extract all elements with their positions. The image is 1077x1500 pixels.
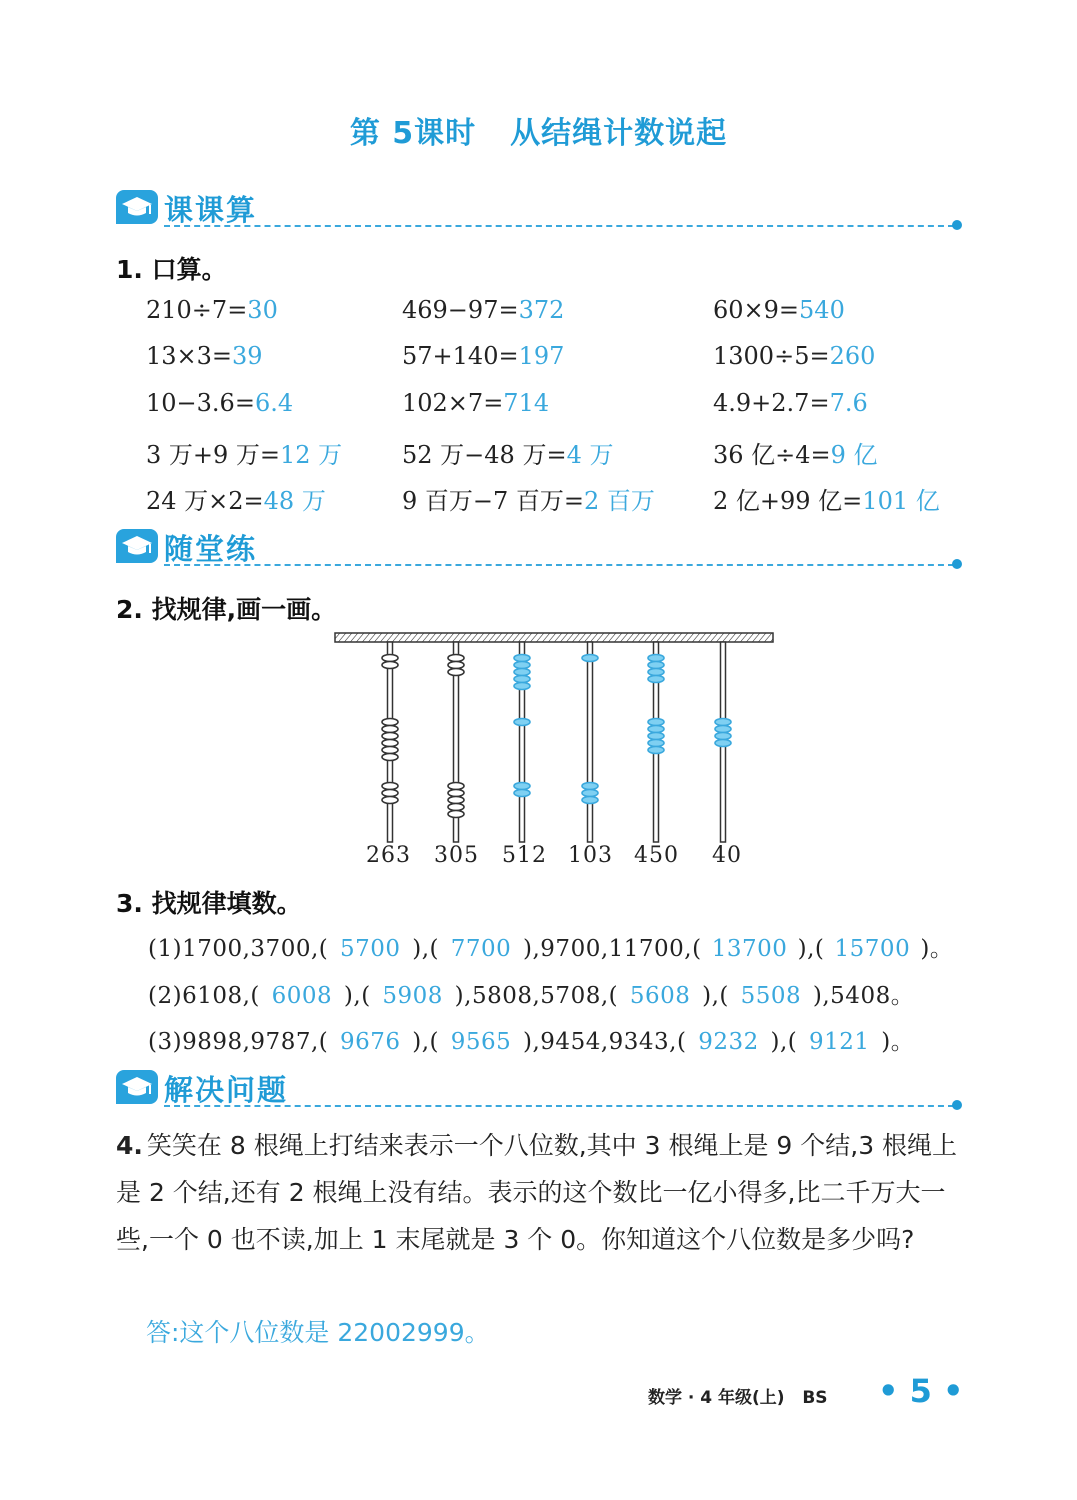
calc-question: 13×3= — [146, 342, 233, 370]
calc-item — [713, 342, 875, 370]
rope-label: 40 — [712, 843, 742, 868]
calc-question: 3 万+9 万= — [146, 441, 281, 469]
q3-row-2 — [148, 977, 914, 1010]
section-title: 课课算 — [164, 193, 258, 227]
rope-label: 103 — [568, 843, 613, 868]
calc-question: 102×7= — [402, 389, 504, 417]
knot — [648, 662, 664, 669]
calc-question: 4.9+2.7= — [713, 389, 830, 417]
knot — [582, 797, 598, 804]
q2-title: 2. 找规律,画一画。 — [116, 595, 337, 624]
dashed-divider — [164, 1105, 954, 1107]
calc-item — [713, 435, 878, 470]
answer: 7700 — [450, 936, 512, 962]
calc-question: 9 百万−7 百万= — [402, 487, 585, 515]
calc-answer: 7.6 — [829, 389, 868, 417]
knot — [448, 811, 464, 818]
q4-problem — [116, 1122, 966, 1263]
dashed-divider — [164, 564, 954, 566]
calc-item — [146, 435, 342, 470]
answer: 15700 — [834, 936, 911, 962]
answer: 5508 — [740, 983, 802, 1009]
calc-answer: 4 万 — [566, 441, 614, 469]
answer: 9121 — [808, 1029, 870, 1055]
text: ),9454,9343,( — [523, 1029, 687, 1055]
knot — [514, 662, 530, 669]
knot — [582, 655, 598, 662]
text: ),( — [343, 983, 371, 1009]
calc-answer: 12 万 — [280, 441, 343, 469]
text: ),5408。 — [812, 983, 915, 1009]
answer: 5700 — [339, 936, 401, 962]
knot — [514, 719, 530, 726]
text: )。 — [920, 936, 954, 962]
calc-item — [402, 342, 564, 370]
knot — [382, 719, 398, 726]
calc-question: 57+140= — [402, 342, 519, 370]
text: (1)1700,3700,( — [148, 936, 329, 962]
calc-answer: 39 — [232, 342, 263, 370]
knot — [715, 733, 731, 740]
knot — [648, 655, 664, 662]
knot — [514, 676, 530, 683]
knot — [582, 783, 598, 790]
knot — [514, 669, 530, 676]
calc-answer: 30 — [247, 296, 278, 324]
calc-answer: 101 亿 — [862, 487, 940, 515]
knot — [382, 733, 398, 740]
calc-item — [713, 481, 940, 516]
page-number: • 5 • — [878, 1372, 964, 1410]
knot — [382, 754, 398, 761]
calc-answer: 2 百万 — [584, 487, 655, 515]
text: ),( — [702, 983, 729, 1009]
calc-answer: 540 — [799, 296, 845, 324]
calc-answer: 6.4 — [254, 389, 294, 417]
calc-question: 469−97= — [402, 296, 519, 324]
q3-row-1 — [148, 930, 953, 963]
knot — [448, 669, 464, 676]
knot — [448, 797, 464, 804]
knot — [648, 669, 664, 676]
knot — [382, 726, 398, 733]
knot — [514, 783, 530, 790]
answer: 13700 — [711, 936, 788, 962]
divider-dot — [952, 220, 962, 230]
rope-label: 450 — [634, 843, 679, 868]
calc-answer: 48 万 — [263, 487, 326, 515]
text: ),( — [770, 1029, 798, 1055]
text: ),( — [412, 1029, 440, 1055]
calc-item — [713, 296, 845, 324]
calc-item — [402, 389, 549, 417]
knot — [448, 783, 464, 790]
graduation-cap-icon — [116, 1070, 158, 1104]
text: ),( — [797, 936, 825, 962]
calc-item — [146, 342, 263, 370]
rope-labels — [362, 843, 762, 873]
knot — [382, 747, 398, 754]
knot — [514, 683, 530, 690]
answer: 9232 — [698, 1029, 759, 1055]
knot — [382, 655, 398, 662]
graduation-cap-icon — [116, 190, 158, 224]
calc-answer: 372 — [518, 296, 565, 324]
knot — [648, 676, 664, 683]
answer: 9676 — [339, 1029, 401, 1055]
section-title: 随堂练 — [164, 532, 258, 566]
calc-item — [713, 389, 868, 417]
text: ),9700,11700,( — [523, 936, 702, 962]
knot — [648, 726, 664, 733]
text: ),( — [412, 936, 440, 962]
calc-item — [146, 481, 326, 516]
rope-label: 305 — [434, 843, 479, 868]
answer: 5908 — [382, 983, 443, 1009]
knot — [715, 740, 731, 747]
knot — [448, 790, 464, 797]
lesson-number: 第 5课时 — [349, 116, 477, 151]
rope-label: 512 — [502, 843, 547, 868]
calc-question: 24 万×2= — [146, 487, 264, 515]
calc-answer: 9 亿 — [830, 441, 878, 469]
knot — [514, 655, 530, 662]
knot — [648, 740, 664, 747]
q3-title: 3. 找规律填数。 — [116, 889, 302, 918]
knot — [382, 790, 398, 797]
rope — [588, 642, 593, 842]
knot — [648, 733, 664, 740]
q4-text: 笑笑在 8 根绳上打结来表示一个八位数,其中 3 根绳上是 9 个结,3 根绳上是 2 个结,还有 2 根绳上没有结。表示的这个数比一亿小得多,比二千万大一些,一个 0 也不读,加上 1 末尾就是 3 个 0。你知道这个八位数是多少吗? — [116, 1131, 958, 1254]
rope-label: 263 — [366, 843, 411, 868]
calc-item — [146, 296, 278, 324]
knot — [448, 662, 464, 669]
calc-question: 52 万−48 万= — [402, 441, 567, 469]
knot — [582, 790, 598, 797]
knot — [648, 747, 664, 754]
divider-dot — [952, 1100, 962, 1110]
text: (3)9898,9787,( — [148, 1029, 329, 1055]
text: )。 — [881, 1029, 915, 1055]
calc-answer: 260 — [829, 342, 876, 370]
calc-question: 10−3.6= — [146, 389, 255, 417]
knot — [448, 804, 464, 811]
lesson-name: 从结绳计数说起 — [510, 116, 728, 151]
text: (2)6108,( — [148, 983, 260, 1009]
knot — [715, 726, 731, 733]
q4-number: 4. — [116, 1131, 143, 1160]
knot — [382, 662, 398, 669]
answer: 6008 — [271, 983, 333, 1009]
calc-question: 210÷7= — [146, 296, 248, 324]
calc-item — [402, 296, 564, 324]
calc-question: 1300÷5= — [713, 342, 830, 370]
calc-answer: 197 — [518, 342, 565, 370]
knot — [382, 740, 398, 747]
page-title — [0, 108, 1077, 152]
calc-question: 36 亿÷4= — [713, 441, 831, 469]
footer-subject: 数学 · 4 年级(上) BS — [648, 1388, 828, 1408]
answer: 5608 — [629, 983, 691, 1009]
top-bar — [335, 633, 773, 642]
calc-item — [402, 435, 613, 470]
calc-item — [146, 389, 293, 417]
knot — [448, 655, 464, 662]
calc-answer: 714 — [503, 389, 550, 417]
knot — [382, 783, 398, 790]
knot — [648, 719, 664, 726]
calc-question: 60×9= — [713, 296, 800, 324]
knot — [715, 719, 731, 726]
knot-rope-figure — [330, 630, 780, 845]
q3-row-3 — [148, 1023, 914, 1056]
calc-item — [402, 481, 655, 516]
q4-answer: 答:这个八位数是 22002999。 — [146, 1318, 490, 1347]
divider-dot — [952, 559, 962, 569]
knot — [382, 797, 398, 804]
graduation-cap-icon — [116, 529, 158, 563]
calc-question: 2 亿+99 亿= — [713, 487, 863, 515]
section-title: 解决问题 — [164, 1073, 289, 1107]
q1-title: 1. 口算。 — [116, 255, 227, 284]
text: ),5808,5708,( — [454, 983, 619, 1009]
knot — [514, 790, 530, 797]
dashed-divider — [164, 225, 954, 227]
answer: 9565 — [450, 1029, 512, 1055]
